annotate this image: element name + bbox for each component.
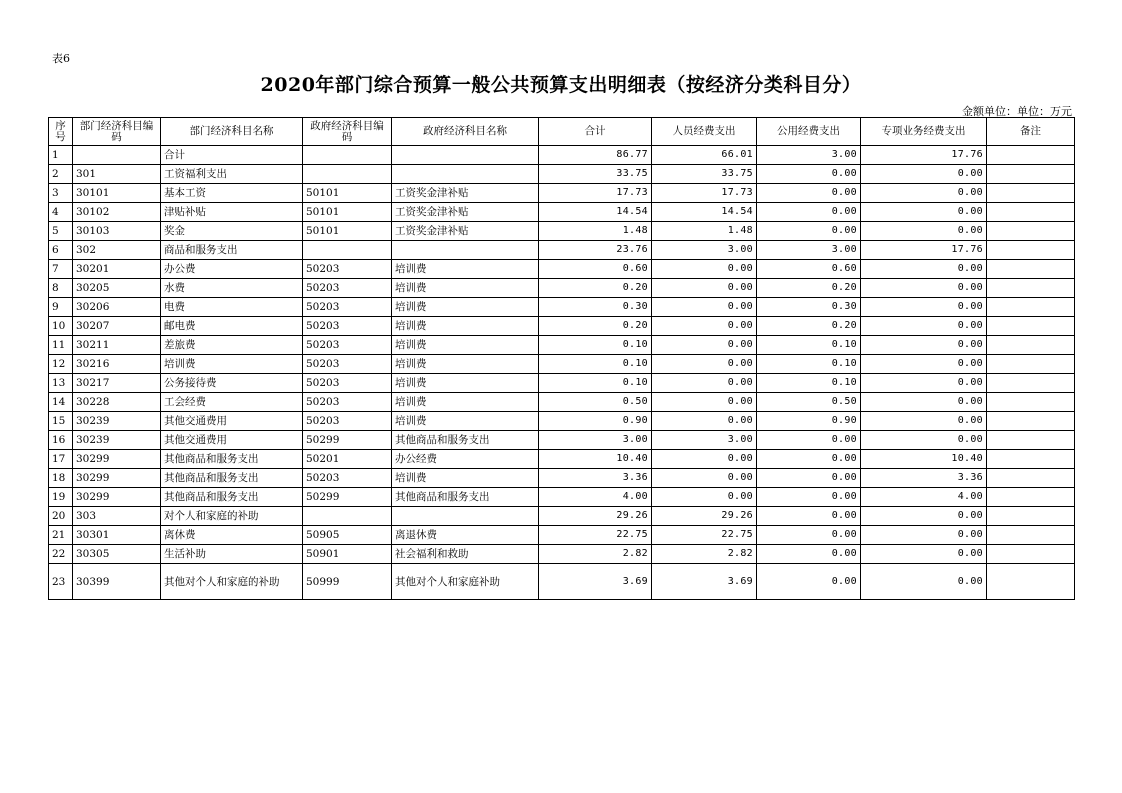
- cell-seq: 6: [49, 241, 73, 260]
- cell-personnel: 0.00: [652, 374, 757, 393]
- cell-seq: 19: [49, 488, 73, 507]
- cell-special: 0.00: [861, 355, 987, 374]
- cell-public: 0.20: [757, 279, 861, 298]
- cell-special: 0.00: [861, 526, 987, 545]
- cell-gov-name: [392, 241, 539, 260]
- cell-gov-name: 培训费: [392, 260, 539, 279]
- cell-personnel: 0.00: [652, 279, 757, 298]
- cell-dept-code: 30205: [73, 279, 161, 298]
- cell-gov-name: 其他商品和服务支出: [392, 431, 539, 450]
- cell-gov-code: 50101: [303, 184, 392, 203]
- cell-dept-code: 30206: [73, 298, 161, 317]
- cell-public: 0.00: [757, 184, 861, 203]
- cell-special: 0.00: [861, 374, 987, 393]
- cell-dept-code: 303: [73, 507, 161, 526]
- cell-remark: [987, 450, 1075, 469]
- cell-personnel: 0.00: [652, 317, 757, 336]
- cell-gov-name: 培训费: [392, 374, 539, 393]
- cell-personnel: 3.00: [652, 241, 757, 260]
- cell-seq: 13: [49, 374, 73, 393]
- cell-special: 0.00: [861, 317, 987, 336]
- cell-gov-code: 50999: [303, 564, 392, 600]
- cell-dept-name: 津贴补贴: [161, 203, 303, 222]
- cell-remark: [987, 260, 1075, 279]
- cell-gov-code: [303, 165, 392, 184]
- cell-dept-name: 生活补助: [161, 545, 303, 564]
- cell-dept-name: 离休费: [161, 526, 303, 545]
- cell-remark: [987, 279, 1075, 298]
- cell-remark: [987, 203, 1075, 222]
- cell-public: 0.50: [757, 393, 861, 412]
- cell-total: 17.73: [539, 184, 652, 203]
- cell-remark: [987, 507, 1075, 526]
- cell-remark: [987, 469, 1075, 488]
- cell-total: 14.54: [539, 203, 652, 222]
- cell-public: 0.00: [757, 507, 861, 526]
- cell-total: 86.77: [539, 146, 652, 165]
- cell-public: 0.90: [757, 412, 861, 431]
- cell-public: 0.00: [757, 431, 861, 450]
- cell-total: 4.00: [539, 488, 652, 507]
- header-seq: 序号: [49, 118, 73, 146]
- table-row: [49, 317, 1075, 336]
- cell-dept-name: 合计: [161, 146, 303, 165]
- cell-special: 17.76: [861, 241, 987, 260]
- cell-seq: 1: [49, 146, 73, 165]
- cell-gov-name: 培训费: [392, 355, 539, 374]
- cell-gov-name: [392, 507, 539, 526]
- cell-dept-name: 办公费: [161, 260, 303, 279]
- cell-public: 0.00: [757, 564, 861, 600]
- cell-gov-name: 培训费: [392, 469, 539, 488]
- cell-seq: 23: [49, 564, 73, 600]
- cell-total: 3.00: [539, 431, 652, 450]
- cell-remark: [987, 374, 1075, 393]
- cell-remark: [987, 222, 1075, 241]
- cell-dept-code: 30239: [73, 412, 161, 431]
- table-row: [49, 260, 1075, 279]
- cell-personnel: 3.00: [652, 431, 757, 450]
- cell-total: 0.30: [539, 298, 652, 317]
- cell-gov-name: [392, 165, 539, 184]
- cell-personnel: 14.54: [652, 203, 757, 222]
- cell-gov-code: 50203: [303, 355, 392, 374]
- cell-personnel: 0.00: [652, 260, 757, 279]
- cell-total: 0.60: [539, 260, 652, 279]
- cell-gov-code: [303, 146, 392, 165]
- header-gov-name: 政府经济科目名称: [392, 118, 539, 146]
- cell-total: 10.40: [539, 450, 652, 469]
- header-row: [49, 118, 1075, 146]
- table-body: [49, 146, 1075, 600]
- cell-gov-code: 50101: [303, 222, 392, 241]
- cell-special: 3.36: [861, 469, 987, 488]
- table-row: [49, 393, 1075, 412]
- cell-total: 3.36: [539, 469, 652, 488]
- cell-remark: [987, 526, 1075, 545]
- table-row: [49, 412, 1075, 431]
- cell-seq: 15: [49, 412, 73, 431]
- table-row: [49, 336, 1075, 355]
- cell-public: 0.30: [757, 298, 861, 317]
- cell-gov-name: 培训费: [392, 317, 539, 336]
- cell-total: 0.50: [539, 393, 652, 412]
- cell-total: 2.82: [539, 545, 652, 564]
- cell-public: 0.00: [757, 526, 861, 545]
- cell-dept-code: 30228: [73, 393, 161, 412]
- cell-gov-code: 50203: [303, 279, 392, 298]
- cell-personnel: 1.48: [652, 222, 757, 241]
- page-title: 2020年部门综合预算一般公共预算支出明细表（按经济分类科目分）: [260, 74, 862, 96]
- cell-dept-name: 电费: [161, 298, 303, 317]
- cell-special: 0.00: [861, 203, 987, 222]
- cell-special: 10.40: [861, 450, 987, 469]
- cell-public: 0.60: [757, 260, 861, 279]
- cell-dept-name: 商品和服务支出: [161, 241, 303, 260]
- table-row: [49, 279, 1075, 298]
- cell-total: 0.90: [539, 412, 652, 431]
- cell-dept-code: 30399: [73, 564, 161, 600]
- cell-gov-code: 50203: [303, 412, 392, 431]
- cell-gov-code: [303, 507, 392, 526]
- cell-special: 0.00: [861, 431, 987, 450]
- cell-remark: [987, 412, 1075, 431]
- cell-remark: [987, 393, 1075, 412]
- cell-personnel: 0.00: [652, 298, 757, 317]
- cell-seq: 22: [49, 545, 73, 564]
- cell-personnel: 17.73: [652, 184, 757, 203]
- cell-gov-code: 50905: [303, 526, 392, 545]
- cell-dept-code: 30216: [73, 355, 161, 374]
- cell-dept-code: 30301: [73, 526, 161, 545]
- cell-total: 0.20: [539, 279, 652, 298]
- cell-total: 29.26: [539, 507, 652, 526]
- budget-table: [48, 117, 1075, 600]
- cell-personnel: 66.01: [652, 146, 757, 165]
- cell-gov-name: 其他对个人和家庭补助: [392, 564, 539, 600]
- cell-public: 0.20: [757, 317, 861, 336]
- cell-dept-code: 30299: [73, 488, 161, 507]
- cell-dept-code: 30217: [73, 374, 161, 393]
- cell-gov-name: 工资奖金津补贴: [392, 222, 539, 241]
- cell-dept-name: 基本工资: [161, 184, 303, 203]
- cell-dept-name: 工资福利支出: [161, 165, 303, 184]
- cell-special: 0.00: [861, 545, 987, 564]
- cell-gov-code: 50203: [303, 393, 392, 412]
- cell-remark: [987, 298, 1075, 317]
- cell-dept-code: 30299: [73, 450, 161, 469]
- cell-personnel: 0.00: [652, 412, 757, 431]
- table-row: [49, 374, 1075, 393]
- cell-total: 3.69: [539, 564, 652, 600]
- cell-public: 0.00: [757, 545, 861, 564]
- cell-remark: [987, 184, 1075, 203]
- cell-dept-code: 302: [73, 241, 161, 260]
- cell-seq: 16: [49, 431, 73, 450]
- table-row: [49, 488, 1075, 507]
- header-public: 公用经费支出: [757, 118, 861, 146]
- table-row: [49, 184, 1075, 203]
- cell-gov-name: [392, 146, 539, 165]
- cell-gov-name: 工资奖金津补贴: [392, 184, 539, 203]
- header-dept-code: 部门经济科目编码: [73, 118, 161, 146]
- cell-personnel: 2.82: [652, 545, 757, 564]
- cell-dept-name: 对个人和家庭的补助: [161, 507, 303, 526]
- cell-dept-code: 30101: [73, 184, 161, 203]
- cell-special: 0.00: [861, 336, 987, 355]
- table-row: [49, 526, 1075, 545]
- table-row: [49, 146, 1075, 165]
- cell-gov-name: 培训费: [392, 279, 539, 298]
- cell-total: 33.75: [539, 165, 652, 184]
- cell-gov-code: 50901: [303, 545, 392, 564]
- table-row: [49, 241, 1075, 260]
- cell-seq: 21: [49, 526, 73, 545]
- cell-dept-name: 差旅费: [161, 336, 303, 355]
- table-row: [49, 545, 1075, 564]
- cell-seq: 8: [49, 279, 73, 298]
- cell-gov-code: 50203: [303, 260, 392, 279]
- cell-special: 0.00: [861, 393, 987, 412]
- cell-gov-code: [303, 241, 392, 260]
- cell-gov-code: 50203: [303, 336, 392, 355]
- cell-dept-code: 30207: [73, 317, 161, 336]
- cell-remark: [987, 545, 1075, 564]
- cell-total: 0.10: [539, 336, 652, 355]
- header-dept-name: 部门经济科目名称: [161, 118, 303, 146]
- cell-seq: 17: [49, 450, 73, 469]
- cell-dept-code: 30103: [73, 222, 161, 241]
- cell-personnel: 0.00: [652, 355, 757, 374]
- cell-gov-code: 50203: [303, 317, 392, 336]
- cell-remark: [987, 336, 1075, 355]
- cell-special: 0.00: [861, 260, 987, 279]
- cell-dept-name: 公务接待费: [161, 374, 303, 393]
- header-total: 合计: [539, 118, 652, 146]
- unit-note: 金额单位：单位：万元: [962, 105, 1072, 118]
- cell-dept-name: 其他商品和服务支出: [161, 450, 303, 469]
- cell-special: 0.00: [861, 184, 987, 203]
- cell-special: 0.00: [861, 279, 987, 298]
- cell-dept-code: 30299: [73, 469, 161, 488]
- cell-remark: [987, 146, 1075, 165]
- cell-seq: 10: [49, 317, 73, 336]
- cell-gov-code: 50299: [303, 431, 392, 450]
- cell-gov-code: 50101: [303, 203, 392, 222]
- cell-special: 4.00: [861, 488, 987, 507]
- cell-gov-name: 培训费: [392, 336, 539, 355]
- cell-dept-name: 培训费: [161, 355, 303, 374]
- cell-seq: 4: [49, 203, 73, 222]
- cell-gov-name: 离退休费: [392, 526, 539, 545]
- cell-dept-name: 水费: [161, 279, 303, 298]
- cell-dept-name: 其他对个人和家庭的补助: [161, 564, 303, 600]
- table-number: 表6: [52, 52, 70, 65]
- cell-seq: 5: [49, 222, 73, 241]
- cell-special: 0.00: [861, 222, 987, 241]
- table-row: [49, 431, 1075, 450]
- cell-seq: 20: [49, 507, 73, 526]
- cell-total: 1.48: [539, 222, 652, 241]
- cell-dept-code: 30102: [73, 203, 161, 222]
- cell-total: 23.76: [539, 241, 652, 260]
- header-remark: 备注: [987, 118, 1075, 146]
- cell-gov-name: 培训费: [392, 393, 539, 412]
- cell-dept-name: 工会经费: [161, 393, 303, 412]
- cell-total: 0.20: [539, 317, 652, 336]
- cell-total: 22.75: [539, 526, 652, 545]
- cell-dept-name: 其他交通费用: [161, 412, 303, 431]
- cell-remark: [987, 317, 1075, 336]
- cell-dept-code: 30305: [73, 545, 161, 564]
- cell-personnel: 0.00: [652, 336, 757, 355]
- cell-total: 0.10: [539, 355, 652, 374]
- cell-public: 0.00: [757, 165, 861, 184]
- cell-dept-name: 其他交通费用: [161, 431, 303, 450]
- header-gov-code: 政府经济科目编码: [303, 118, 392, 146]
- cell-personnel: 0.00: [652, 488, 757, 507]
- cell-dept-code: 30239: [73, 431, 161, 450]
- cell-gov-name: 工资奖金津补贴: [392, 203, 539, 222]
- cell-public: 3.00: [757, 241, 861, 260]
- cell-special: 0.00: [861, 507, 987, 526]
- cell-gov-code: 50203: [303, 469, 392, 488]
- cell-gov-code: 50203: [303, 298, 392, 317]
- cell-special: 17.76: [861, 146, 987, 165]
- table-row: [49, 469, 1075, 488]
- cell-remark: [987, 355, 1075, 374]
- cell-seq: 12: [49, 355, 73, 374]
- table-header: [49, 118, 1075, 146]
- cell-dept-code: 30211: [73, 336, 161, 355]
- cell-gov-name: 社会福利和救助: [392, 545, 539, 564]
- cell-remark: [987, 488, 1075, 507]
- cell-personnel: 0.00: [652, 469, 757, 488]
- cell-public: 0.10: [757, 355, 861, 374]
- table-row: [49, 507, 1075, 526]
- header-personnel: 人员经费支出: [652, 118, 757, 146]
- table-row: [49, 165, 1075, 184]
- table-row: [49, 355, 1075, 374]
- cell-gov-name: 培训费: [392, 298, 539, 317]
- cell-personnel: 3.69: [652, 564, 757, 600]
- cell-personnel: 22.75: [652, 526, 757, 545]
- cell-dept-name: 奖金: [161, 222, 303, 241]
- cell-remark: [987, 165, 1075, 184]
- cell-dept-code: [73, 146, 161, 165]
- cell-special: 0.00: [861, 298, 987, 317]
- cell-dept-name: 其他商品和服务支出: [161, 488, 303, 507]
- header-special: 专项业务经费支出: [861, 118, 987, 146]
- table-row: [49, 450, 1075, 469]
- cell-dept-code: 301: [73, 165, 161, 184]
- table-row: [49, 222, 1075, 241]
- cell-seq: 11: [49, 336, 73, 355]
- cell-gov-name: 培训费: [392, 412, 539, 431]
- cell-gov-name: 其他商品和服务支出: [392, 488, 539, 507]
- cell-personnel: 0.00: [652, 393, 757, 412]
- cell-personnel: 33.75: [652, 165, 757, 184]
- cell-public: 0.10: [757, 374, 861, 393]
- cell-public: 0.00: [757, 469, 861, 488]
- cell-remark: [987, 241, 1075, 260]
- cell-seq: 9: [49, 298, 73, 317]
- cell-dept-code: 30201: [73, 260, 161, 279]
- cell-seq: 2: [49, 165, 73, 184]
- cell-personnel: 0.00: [652, 450, 757, 469]
- cell-dept-name: 邮电费: [161, 317, 303, 336]
- cell-special: 0.00: [861, 165, 987, 184]
- cell-gov-code: 50201: [303, 450, 392, 469]
- cell-special: 0.00: [861, 412, 987, 431]
- cell-gov-name: 办公经费: [392, 450, 539, 469]
- cell-public: 3.00: [757, 146, 861, 165]
- cell-seq: 18: [49, 469, 73, 488]
- cell-remark: [987, 564, 1075, 600]
- cell-gov-code: 50299: [303, 488, 392, 507]
- cell-total: 0.10: [539, 374, 652, 393]
- cell-seq: 3: [49, 184, 73, 203]
- cell-public: 0.10: [757, 336, 861, 355]
- cell-gov-code: 50203: [303, 374, 392, 393]
- cell-public: 0.00: [757, 222, 861, 241]
- cell-seq: 7: [49, 260, 73, 279]
- cell-seq: 14: [49, 393, 73, 412]
- cell-public: 0.00: [757, 488, 861, 507]
- cell-personnel: 29.26: [652, 507, 757, 526]
- cell-public: 0.00: [757, 450, 861, 469]
- table-row: [49, 298, 1075, 317]
- table-row: [49, 203, 1075, 222]
- table-row: [49, 564, 1075, 600]
- cell-special: 0.00: [861, 564, 987, 600]
- cell-remark: [987, 431, 1075, 450]
- cell-public: 0.00: [757, 203, 861, 222]
- cell-dept-name: 其他商品和服务支出: [161, 469, 303, 488]
